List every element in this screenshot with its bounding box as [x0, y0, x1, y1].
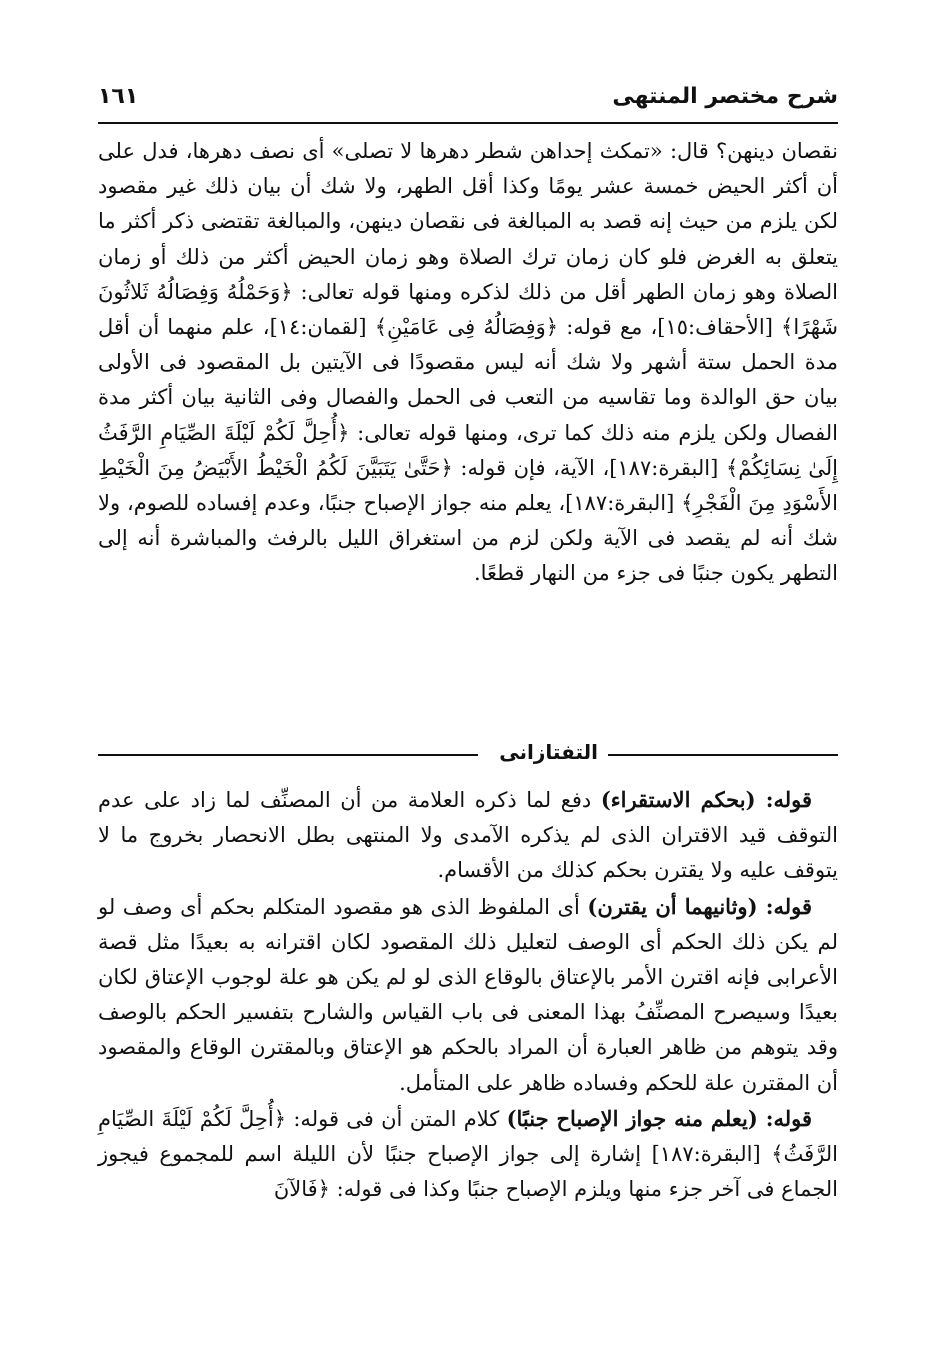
main-paragraph: نقصان دينهن؟ قال: «تمكث إحداهن شطر دهرها لا تصلى» أى نصف دهرها، فدل على أن أكثر الحيض خمسة عشر يومًا وكذا أقل الطهر، ولا شك أن بيان ذلك غير مقصود لكن يلزم من حيث إنه قصد به المبالغة فى نقصان دينهن، والمبالغة تقتضى ذكر أكثر ما يتعلق به الغرض فلو كان زمان ترك الصلاة وهو زمان الحيض أكثر من ذلك أو زمان الصلاة وهو زمان الطهر أقل من ذلك لذكره ومنها قوله تعالى: ﴿وَحَمْلُهُ وَفِصَالُهُ ثَلاثُونَ شَهْرًا﴾ [الأحقاف:١٥]، مع قوله: ﴿وَفِصَالُهُ فِى عَامَيْنِ﴾ [لقمان:١٤]، علم منهما أن أقل مدة الحمل ستة أشهر ولا شك أنه ليس مقصودًا فى الآيتين بل المقصود فى الأولى بيان حق الوالدة وما تقاسيه من التعب فى الحمل والفصال وفى الثانية بيان أكثر مدة الفصال ولكن يلزم منه ذلك كما ترى، ومنها قوله تعالى: ﴿أُحِلَّ لَكُمْ لَيْلَةَ الصِّيَامِ الرَّفَثُ إِلَىٰ نِسَائِكُمْ﴾ [البقرة:١٨٧]، الآية، فإن قوله: ﴿حَتَّىٰ يَتَبَيَّنَ لَكُمُ الْخَيْطُ الأَبْيَضُ مِنَ الْخَيْطِ الأَسْوَدِ مِنَ الْفَجْرِ﴾ [البقرة:١٨٧]، يعلم منه جواز الإصباح جنبًا، وعدم إفساده للصوم، ولا شك أنه لم يقصد فى الآية ولكن لزم من استغراق الليل بالرفث والمباشرة أنه إلى التطهر يكون جنبًا فى جزء من النهار قطعًا.	[98, 139, 839, 586]
commentary-paragraph	[98, 1101, 838, 1208]
divider-line-left	[98, 754, 478, 756]
commentary-lemma: قوله: (يعلم منه جواز الإصباح جنبًا)	[506, 1105, 812, 1131]
commentary-lemma: قوله: (بحكم الاستقراء)	[600, 787, 812, 812]
commentary-paragraph	[98, 782, 838, 889]
book-page	[98, 0, 838, 1372]
page-header	[98, 80, 838, 120]
commentary-body: كلام المتن أن فى قوله: ﴿أُحِلَّ لَكُمْ لَيْلَةَ الصِّيَامِ الرَّفَثُ﴾ [البقرة:١٨٧] إشارة إلى جواز الإصباح جنبًا لأن الليلة اسم للمجموع فيجوز الجماع فى آخر جزء منها ويلزم الإصباح جنبًا وكذا فى قوله: ﴿فَالآنَ	[98, 1106, 838, 1202]
commentary-body: دفع لما ذكره العلامة من أن المصنِّف لما زاد على عدم التوقف قيد الاقتران الذى لم يذكره الآمدى ولا المنتهى بطل الانحصار بخروج ما لا يتوقف عليه ولا يقترن بحكم كذلك من الأقسام.	[98, 788, 838, 883]
divider-line-right	[608, 754, 838, 756]
main-text	[98, 134, 838, 592]
running-title: شرح مختصر المنتهى	[612, 84, 838, 109]
section-divider	[98, 740, 838, 770]
commentary-lemma: قوله: (وثانيهما أن يقترن)	[587, 893, 812, 919]
section-label: التفتازانى	[499, 740, 598, 764]
commentary-paragraph	[98, 889, 838, 1101]
commentary-body: أى الملفوظ الذى هو مقصود المتكلم بحكم أى وصف لو لم يكن ذلك الحكم أى الوصف لتعليل ذلك المقصود لكان اقترانه به بعيدًا مثل قصة الأعرابى فإنه اقترن الأمر بالإعتاق بالوقاع الذى لو لم يكن هو علة لوجوب الإعتاق لكان بعيدًا وسيصرح المصنِّفُ بهذا المعنى فى باب القياس والشارح بتفسير الحكم بالوصف وقد يتوهم من ظاهر العبارة أن المراد بالحكم هو الإعتاق وبالمقترن الوقاع والمقصود أن المقترن علة للحكم وفساده ظاهر على المتأمل.	[98, 894, 838, 1095]
commentary-text	[98, 782, 838, 1207]
header-rule	[98, 122, 838, 124]
page-number: ١٦١	[98, 84, 139, 109]
